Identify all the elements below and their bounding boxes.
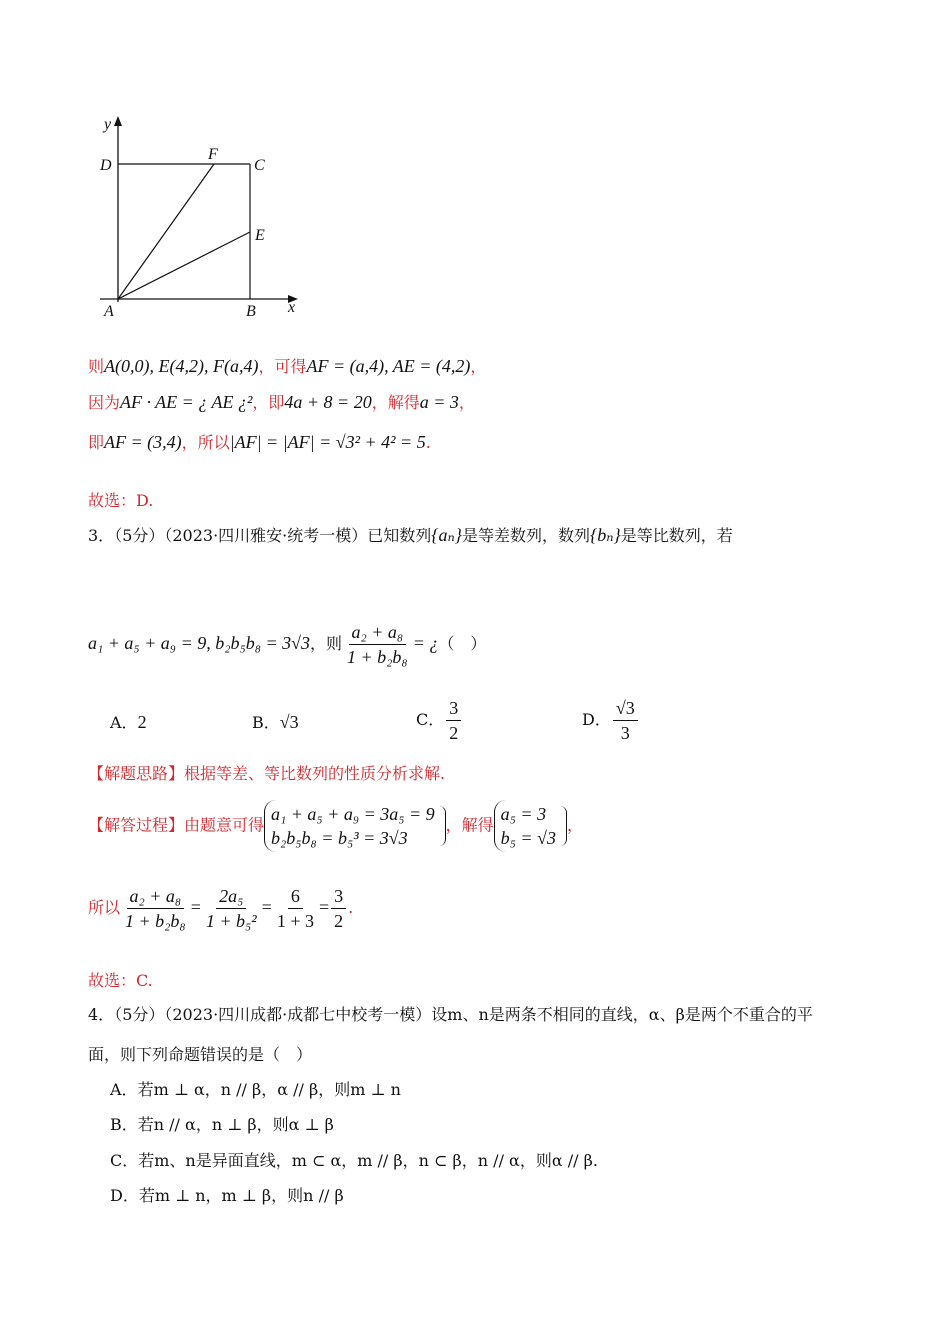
q3-source: （2023·四川雅安·统考一模） <box>164 526 368 545</box>
label-e: E <box>255 227 265 244</box>
solution-line-2 <box>88 390 475 413</box>
q3-eq-tail: = ¿ <box>412 633 439 653</box>
q3-so-f2-den: 1 + b₅² <box>205 911 257 931</box>
label-b: B <box>246 303 256 320</box>
sol3-end: . <box>425 433 431 452</box>
q4-option-c-text: 若m、n是异面直线，m ⊂ α，m // β，n ⊂ β，n // α，则α // β. <box>138 1151 598 1170</box>
sol2-end: ， <box>458 393 475 412</box>
q3-text3: 是等比数列，若 <box>620 526 733 545</box>
label-a: A <box>104 303 114 320</box>
q4-option-c-label: C． <box>110 1151 139 1170</box>
q3-option-a-label: A． <box>110 713 138 732</box>
q4-text-line-1: 设m、n是两条不相同的直线，α、β是两个不重合的平 <box>431 1005 813 1024</box>
q4-option-d-label: D． <box>110 1186 139 1205</box>
q3-seq-a: {aₙ} <box>431 525 462 545</box>
q3-option-c-label: C． <box>416 710 445 729</box>
q3-option-d[interactable] <box>582 698 640 743</box>
q3-so-frac-4 <box>331 886 346 931</box>
q3-so-f3-num: 6 <box>288 886 303 909</box>
q3-system-2 <box>494 800 560 852</box>
q3-so-end: . <box>348 898 354 917</box>
sol1-mid: ，可得 <box>258 357 307 376</box>
sol3-magnitude: |AF| = |AF| = √3² + 4² = 5 <box>229 432 426 452</box>
q3-option-d-label: D． <box>582 710 611 729</box>
sol1-prefix: 则 <box>88 357 105 376</box>
sol2-prefix: 因为 <box>88 393 121 412</box>
segment-af <box>118 164 214 299</box>
sol2-equation: 4a + 8 = 20 <box>284 392 372 412</box>
q4-option-b-text: 若n // α，n ⊥ β，则α ⊥ β <box>137 1115 334 1134</box>
sol1-end: ， <box>470 357 487 376</box>
q3-so-f3-den: 1 + 3 <box>276 911 314 931</box>
q3-process-tag: 【解答过程】 <box>88 815 185 835</box>
q4-number: 4． <box>88 1005 115 1024</box>
q3-eq-1: = <box>190 897 201 917</box>
sol2-mid: ，即 <box>252 393 285 412</box>
q3-option-b-label: B． <box>252 713 280 732</box>
q3-sys2-row1: a₅ = 3 <box>500 804 547 824</box>
sol2-result: a = 3 <box>419 392 459 412</box>
q3-system-1 <box>264 800 439 852</box>
q3-score: （5分） <box>114 526 165 545</box>
q3-option-c-num: 3 <box>446 698 461 721</box>
q4-option-b[interactable] <box>110 1112 334 1135</box>
q3-option-d-fraction <box>613 698 638 743</box>
q3-system-1-close <box>439 806 446 846</box>
q3-idea-tag: 【解题思路】 <box>88 764 185 783</box>
q3-idea-text: 根据等差、等比数列的性质分析求解. <box>184 764 446 783</box>
q3-option-d-num: √3 <box>613 698 638 721</box>
q3-so-f2-num: 2a₅ <box>216 886 246 909</box>
q4-option-c[interactable] <box>110 1148 598 1171</box>
q3-solve-text: ，解得 <box>445 815 494 835</box>
q3-option-c[interactable] <box>416 698 463 743</box>
q4-source: （2023·四川成都·成都七中校考一模） <box>164 1005 432 1024</box>
q3-process <box>88 800 583 852</box>
q3-fraction <box>344 622 411 667</box>
y-axis-arrow <box>114 116 122 126</box>
answer-q2: 故选：D. <box>88 491 154 510</box>
q4-option-d-text: 若m ⊥ n，m ⊥ β，则n // β <box>138 1186 344 1205</box>
q4-stem-line-1 <box>88 1002 813 1025</box>
label-f: F <box>208 146 218 163</box>
answer-q3: 故选：C. <box>88 971 153 990</box>
q3-option-b-value: √3 <box>279 712 299 732</box>
sol3-mid: ，所以 <box>181 433 230 452</box>
q3-option-a-value: 2 <box>137 712 147 732</box>
q3-sys1-row2: b₂b₅b₈ = b₅³ = 3√3 <box>271 828 408 848</box>
solution-line-3 <box>88 430 431 453</box>
solution-line-1 <box>88 354 486 377</box>
sol2-dot-product: AF · AE = ¿ AE ¿² <box>120 392 253 412</box>
q3-eq-2: = <box>261 897 272 917</box>
q3-conclusion <box>88 886 353 931</box>
q3-option-b[interactable] <box>252 710 299 733</box>
q3-so-frac-1 <box>122 886 189 931</box>
q3-number: 3． <box>88 526 115 545</box>
q3-so-f4-num: 3 <box>331 886 346 909</box>
q3-frac-num: a₂ + a₈ <box>349 622 407 645</box>
q3-stem <box>88 523 733 546</box>
q3-sys2-row2: b₅ = √3 <box>500 828 556 848</box>
q4-score: （5分） <box>114 1005 165 1024</box>
q3-frac-den: 1 + b₂b₈ <box>347 647 408 667</box>
q3-option-d-den: 3 <box>620 723 630 743</box>
q4-option-b-label: B． <box>110 1115 138 1134</box>
q3-so-f4-den: 2 <box>334 911 344 931</box>
q3-then: ，则 <box>310 634 343 653</box>
sol3-vector: AF = (3,4) <box>104 432 182 452</box>
segment-ae <box>118 232 250 299</box>
q4-option-a-text: 若m ⊥ α，n // β，α // β，则m ⊥ n <box>137 1080 401 1099</box>
q3-process-text: 由题意可得 <box>184 815 265 835</box>
q3-system-2-close <box>560 806 567 846</box>
q4-option-a[interactable] <box>110 1077 401 1100</box>
q3-condition-line <box>88 622 486 667</box>
q3-sys-end: ， <box>566 815 583 835</box>
sol1-vectors: AF = (a,4), AE = (4,2) <box>306 356 471 376</box>
q3-sys1-row1: a₁ + a₅ + a₉ = 3a₅ = 9 <box>271 804 435 824</box>
sol1-points: A(0,0), E(4,2), F(a,4) <box>104 356 259 376</box>
label-x: x <box>288 299 296 316</box>
q4-stem-line-2: 面，则下列命题错误的是（ ） <box>88 1045 313 1064</box>
q3-option-a[interactable] <box>110 710 147 733</box>
q3-idea <box>88 761 445 784</box>
label-y: y <box>104 116 112 133</box>
q3-so-text: 所以 <box>88 898 121 917</box>
label-c: C <box>254 157 265 174</box>
q3-eq-3: = <box>318 897 330 917</box>
q4-option-a-label: A． <box>110 1080 138 1099</box>
q3-so-frac-2 <box>203 886 260 931</box>
sol2-mid2: ，解得 <box>371 393 420 412</box>
q3-option-c-fraction <box>446 698 461 743</box>
q3-so-f1-den: 1 + b₂b₈ <box>125 911 186 931</box>
q4-option-d[interactable] <box>110 1183 344 1206</box>
q3-paren: （ ） <box>438 634 487 653</box>
coordinate-figure <box>90 112 320 327</box>
q3-condition: a₁ + a₅ + a₉ = 9, b₂b₅b₈ = 3√3 <box>88 633 311 653</box>
q3-so-f1-num: a₂ + a₈ <box>127 886 185 909</box>
q3-option-c-den: 2 <box>449 723 459 743</box>
q3-so-frac-3 <box>274 886 317 931</box>
q3-text2: 是等差数列，数列 <box>462 526 591 545</box>
q3-seq-b: {bₙ} <box>590 525 621 545</box>
q3-text1: 已知数列 <box>367 526 432 545</box>
label-d: D <box>100 157 112 174</box>
sol3-prefix: 即 <box>88 433 105 452</box>
